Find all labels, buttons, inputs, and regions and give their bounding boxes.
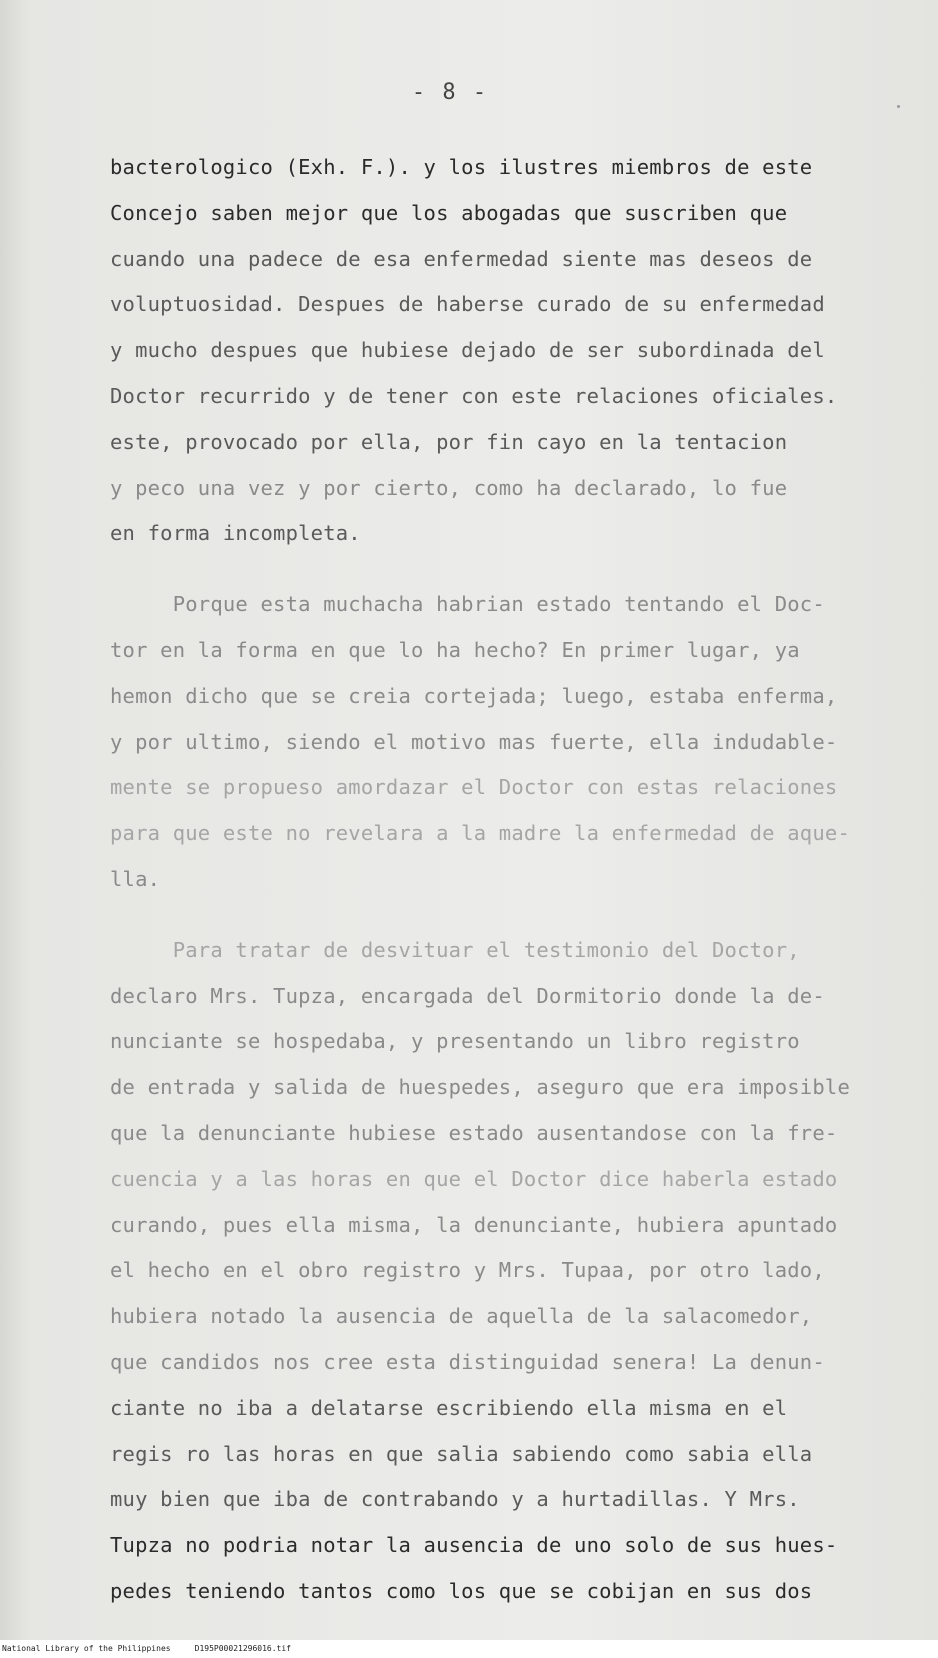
text-line: de entrada y salida de huespedes, aseguro que era imposible [110, 1075, 850, 1100]
text-line: pedes teniendo tantos como los que se cobijan en sus dos [110, 1578, 813, 1603]
text-line: Porque esta muchacha habrian estado tentando el Doc- [110, 592, 825, 617]
text-line: Para tratar de desvituar el testimonio del Doctor, [110, 937, 800, 962]
page-number: - 8 - [411, 80, 489, 105]
scan-footer: National Library of the Philippines D195P00021296016.tif [0, 1640, 938, 1658]
text-line: muy bien que iba de contrabando y a hurtadillas. Y Mrs. [110, 1487, 800, 1512]
text-line: nunciante se hospedaba, y presentando un libro registro [110, 1029, 800, 1054]
text-line: voluptuosidad. Despues de haberse curado de su enfermedad [110, 292, 825, 317]
text-line: y peco una vez y por cierto, como ha declarado, lo fue [110, 475, 788, 500]
text-line: que la denunciante hubiese estado ausentandose con la fre- [110, 1120, 838, 1145]
body-text [110, 145, 870, 1615]
paragraph-3 [110, 928, 870, 1615]
text-line: regis ro las horas en que salia sabiendo como sabia ella [110, 1441, 813, 1466]
text-line: tor en la forma en que lo ha hecho? En primer lugar, ya [110, 637, 800, 662]
text-line: declaro Mrs. Tupza, encargada del Dormitorio donde la de- [110, 983, 825, 1008]
text-line: este, provocado por ella, por fin cayo en la tentacion [110, 429, 788, 454]
text-line: Concejo saben mejor que los abogadas que suscriben que [110, 200, 788, 225]
text-line: para que este no revelara a la madre la enfermedad de aque- [110, 821, 850, 846]
scan-speck [897, 105, 900, 108]
text-line: que candidos nos cree esta distinguidad senera! La denun- [110, 1349, 825, 1374]
text-line: curando, pues ella misma, la denunciante, hubiera apuntado [110, 1212, 838, 1237]
text-line: hubiera notado la ausencia de aquella de la salacomedor, [110, 1304, 813, 1329]
text-line: bacterologico (Exh. F.). y los ilustres miembros de este [110, 155, 813, 179]
text-line: hemon dicho que se creia cortejada; luego, estaba enferma, [110, 683, 838, 708]
text-line: cuencia y a las horas en que el Doctor dice haberla estado [110, 1166, 838, 1191]
paragraph-2 [110, 582, 870, 903]
text-line: lla. [110, 866, 161, 891]
text-line: el hecho en el obro registro y Mrs. Tupaa, por otro lado, [110, 1258, 825, 1283]
text-line: mente se propueso amordazar el Doctor con estas relaciones [110, 775, 838, 800]
text-line: y por ultimo, siendo el motivo mas fuerte, ella indudable- [110, 729, 838, 754]
text-line: en forma incompleta. [110, 521, 361, 546]
text-line: Doctor recurrido y de tener con este relaciones oficiales. [110, 383, 838, 408]
paragraph-1 [110, 145, 870, 557]
text-line: Tupza no podria notar la ausencia de uno solo de sus hues- [110, 1533, 838, 1558]
text-line: cuando una padece de esa enfermedad siente mas deseos de [110, 246, 813, 271]
text-line: y mucho despues que hubiese dejado de ser subordinada del [110, 338, 825, 363]
text-line: ciante no iba a delatarse escribiendo ella misma en el [110, 1395, 788, 1420]
